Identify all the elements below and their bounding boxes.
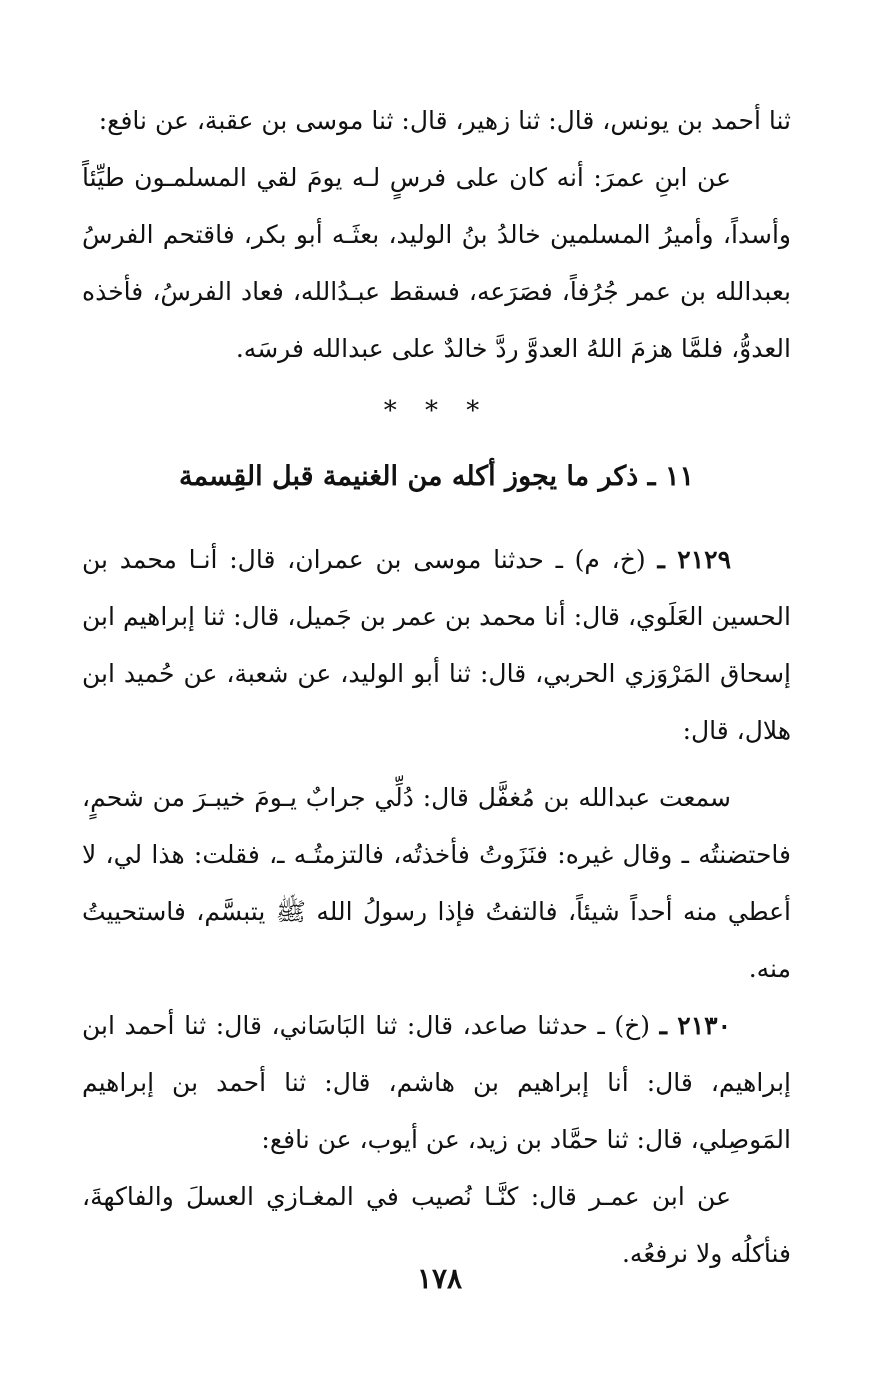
hadith-isnad-text: (خ) ـ حدثنا صاعد، قال: ثنا البَاسَاني، قال: ثنا أحمد ابن إبراهيم، قال: أنا إبراهيم بن هاشم، قال: ثنا أحمد بن إبراهيم المَوصِلي، قال: ثنا حمَّاد بن زيد، عن أيوب، عن نافع: [82, 1011, 791, 1154]
hadith-2130-paragraph [82, 997, 791, 1168]
hadith-number: ٢١٢٩ ـ [657, 545, 732, 574]
hadith-number: ٢١٣٠ ـ [659, 1011, 732, 1040]
page-number: ١٧٨ [416, 1262, 463, 1295]
hadith-2129-paragraph [82, 531, 791, 759]
hadith-text-paragraph: سمعت عبدالله بن مُغفَّل قال: دُلِّي جرابٌ يـومَ خيبـرَ من شحمٍ، فاحتضنتُه ـ وقال غيره: فنَزَوتُ فأخذتُه، فالتزمتُـه ـ، فقلت: هذا لي، لا أعطي منه أحداً شيئاً، فالتفتُ فإذا رسولُ الله ﷺ يتبسَّم، فاستحييتُ منه. [82, 783, 791, 983]
hadith-text-paragraph: عن ابن عمـر قال: كنَّـا نُصيب في المغـازي العسلَ والفاكهةَ، فنأكلُه ولا نرفعُه. [82, 1182, 791, 1268]
isnad-paragraph: ثنا أحمد بن يونس، قال: ثنا زهير، قال: ثنا موسى بن عقبة، عن نافع: [98, 106, 791, 135]
hadith-text-paragraph: عن ابنِ عمرَ: أنه كان على فرسٍ لـه يومَ لقي المسلمـون طيِّئاً وأسداً، وأميرُ المسلمين خالدُ بنُ الوليد، بعثَـه أبو بكر، فاقتحم الفرسُ بعبدالله بن عمر جُرُفاً، فصَرَعه، فسقط عبـدُالله، فعاد الفرسُ، فأخذه العدوُّ، فلمَّا هزمَ اللهُ العدوَّ ردَّ خالدٌ على عبدالله فرسَه. [82, 163, 791, 363]
page-body [82, 92, 791, 1282]
chapter-heading: ١١ ـ ذكر ما يجوز أكله من الغنيمة قبل القِسمة [179, 461, 694, 492]
section-separator: * * * [383, 396, 490, 426]
hadith-isnad-text: (خ، م) ـ حدثنا موسى بن عمران، قال: أنـا محمد بن الحسين العَلَوي، قال: أنا محمد بن عمر بن جَميل، قال: ثنا إبراهيم ابن إسحاق المَرْوَزي الحربي، قال: ثنا أبو الوليد، عن شعبة، عن حُميد ابن هلال، قال: [82, 545, 791, 745]
